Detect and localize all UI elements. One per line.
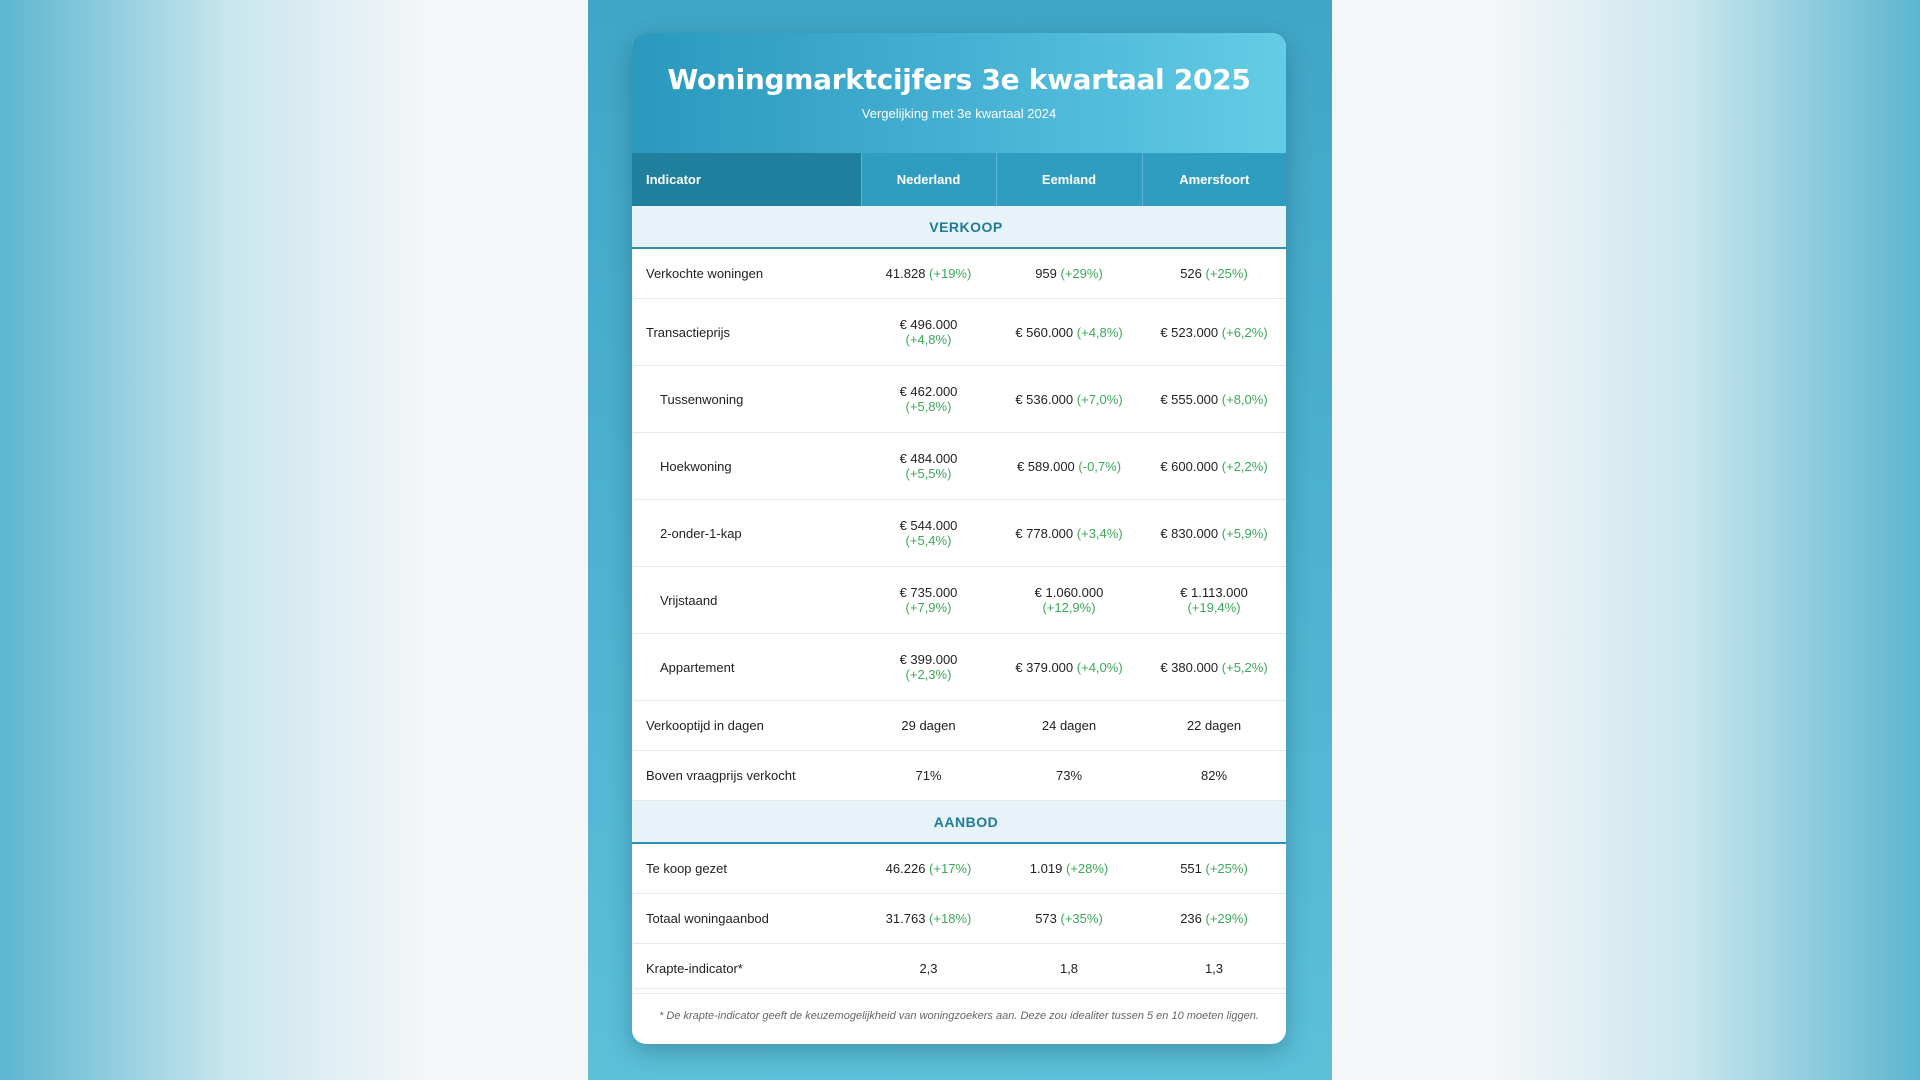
column-header-nederland: Nederland [861,153,996,206]
cell-eemland [996,567,1142,634]
cell-change: (-0,7%) [1078,458,1122,474]
cell-eemland [996,299,1142,366]
cell-change: (+7,9%) [905,600,952,615]
table-row [632,500,1286,567]
column-header-eemland: Eemland [996,153,1142,206]
cell-amersfoort [1142,701,1286,751]
cell-value: 551 [1180,861,1202,876]
table-row [632,751,1286,801]
cell-nederland [861,299,996,366]
cell-amersfoort [1142,751,1286,801]
cell-eemland [996,500,1142,567]
cell-change: (+4,8%) [1076,324,1123,340]
cell-amersfoort [1142,634,1286,701]
cell-amersfoort [1142,567,1286,634]
cell-nederland [861,567,996,634]
cell-value: 41.828 [885,266,926,281]
cell-value: € 600.000 [1160,458,1219,474]
cell-value: € 589.000 [1016,458,1075,474]
column-header-amersfoort: Amersfoort [1142,153,1286,206]
cell-eemland [996,843,1142,894]
table-row [632,634,1286,701]
cell-value: € 523.000 [1160,324,1219,340]
cell-value: € 735.000 [899,585,958,600]
row-label: Transactieprijs [632,299,861,366]
cell-change: (+5,8%) [905,399,952,414]
cell-nederland [861,894,996,944]
cell-nederland [861,248,996,299]
cell-nederland [861,366,996,433]
cell-value: € 1.113.000 [1180,585,1248,600]
cell-value: 29 dagen [901,718,956,733]
market-figures-card [632,33,1286,1044]
cell-eemland [996,894,1142,944]
page-subtitle: Vergelijking met 3e kwartaal 2024 [861,106,1057,121]
row-label: Boven vraagprijs verkocht [632,751,861,801]
row-label: Vrijstaand [632,567,861,634]
cell-value: 1,3 [1204,961,1224,976]
cell-nederland [861,500,996,567]
table-row [632,299,1286,366]
cell-value: € 778.000 [1015,525,1074,541]
cell-nederland [861,944,996,994]
cell-change: (+17%) [929,861,972,876]
cell-eemland [996,751,1142,801]
cell-change: (+28%) [1065,861,1109,876]
footnote: * De krapte-indicator geeft de keuzemogelijkheid van woningzoekers aan. Deze zou idealiter tussen 5 en 10 moeten liggen. [632,988,1286,1044]
cell-change: (+5,4%) [905,533,952,548]
cell-change: (+8,0%) [1221,391,1268,407]
cell-value: € 379.000 [1015,659,1074,675]
row-label: Hoekwoning [632,433,861,500]
cell-amersfoort [1142,843,1286,894]
table-row [632,894,1286,944]
cell-value: € 496.000 [899,317,958,332]
cell-value: 959 [1035,266,1057,281]
column-header-indicator: Indicator [632,153,861,206]
table-row [632,701,1286,751]
cell-nederland [861,701,996,751]
cell-value: € 484.000 [899,451,958,466]
cell-change: (+7,0%) [1076,391,1123,407]
section-title: AANBOD [632,801,1286,844]
cell-amersfoort [1142,944,1286,994]
cell-value: 73% [1055,768,1083,783]
cell-change: (+5,2%) [1221,659,1268,675]
cell-value: 46.226 [885,861,926,876]
cell-change: (+2,3%) [905,667,952,682]
cell-amersfoort [1142,299,1286,366]
section-row-aanbod [632,801,1286,844]
cell-change: (+29%) [1060,266,1103,281]
cell-value: 24 dagen [1041,718,1097,733]
cell-eemland [996,248,1142,299]
cell-nederland [861,634,996,701]
cell-change: (+25%) [1205,266,1248,281]
cell-eemland [996,634,1142,701]
cell-amersfoort [1142,433,1286,500]
section-row-verkoop [632,206,1286,248]
cell-value: 1,8 [1059,961,1079,976]
cell-amersfoort [1142,500,1286,567]
row-label: Totaal woningaanbod [632,894,861,944]
cell-value: € 555.000 [1160,391,1219,407]
cell-change: (+4,0%) [1076,659,1123,675]
cell-change: (+19%) [929,266,972,281]
cell-nederland [861,843,996,894]
table-row [632,248,1286,299]
row-label: Verkooptijd in dagen [632,701,861,751]
table-row [632,843,1286,894]
cell-change: (+25%) [1205,861,1248,876]
table-row [632,944,1286,994]
row-label: Krapte-indicator* [632,944,861,994]
cell-amersfoort [1142,366,1286,433]
cell-value: € 462.000 [899,384,958,399]
cell-value: € 544.000 [899,518,958,533]
row-label: Appartement [632,634,861,701]
cell-change: (+35%) [1060,911,1103,926]
cell-change: (+19,4%) [1187,600,1241,615]
cell-change: (+4,8%) [905,332,952,347]
cell-value: 1.019 [1029,861,1063,876]
cell-amersfoort [1142,248,1286,299]
cell-change: (+12,9%) [1042,600,1096,615]
cell-value: € 1.060.000 [1034,585,1104,600]
cell-nederland [861,751,996,801]
cell-value: 2,3 [919,961,938,976]
cell-value: € 536.000 [1015,391,1074,407]
table-header-row [632,153,1286,206]
cell-nederland [861,433,996,500]
row-label: Verkochte woningen [632,248,861,299]
cell-value: 82% [1200,768,1228,783]
cell-value: € 380.000 [1160,659,1219,675]
cell-change: (+6,2%) [1221,324,1268,340]
market-table [632,153,1286,994]
cell-change: (+2,2%) [1221,458,1268,474]
cell-eemland [996,366,1142,433]
section-title: VERKOOP [632,206,1286,248]
cell-change: (+5,9%) [1221,525,1268,541]
cell-value: 573 [1035,911,1057,926]
page-title: Woningmarktcijfers 3e kwartaal 2025 [667,63,1251,96]
cell-value: 526 [1180,266,1202,281]
cell-value: € 399.000 [899,652,958,667]
cell-value: € 560.000 [1015,324,1074,340]
cell-value: 236 [1180,911,1202,926]
table-row [632,366,1286,433]
cell-eemland [996,944,1142,994]
cell-eemland [996,433,1142,500]
row-label: Tussenwoning [632,366,861,433]
cell-value: 31.763 [885,911,926,926]
table-row [632,567,1286,634]
cell-eemland [996,701,1142,751]
cell-change: (+5,5%) [905,466,952,481]
cell-change: (+18%) [929,911,972,926]
cell-change: (+3,4%) [1076,525,1123,541]
cell-value: € 830.000 [1160,525,1219,541]
cell-change: (+29%) [1205,911,1248,926]
cell-value: 22 dagen [1186,718,1242,733]
row-label: Te koop gezet [632,843,861,894]
card-header [632,33,1286,153]
table-body [632,206,1286,994]
cell-amersfoort [1142,894,1286,944]
table-row [632,433,1286,500]
row-label: 2-onder-1-kap [632,500,861,567]
cell-value: 71% [915,768,942,783]
